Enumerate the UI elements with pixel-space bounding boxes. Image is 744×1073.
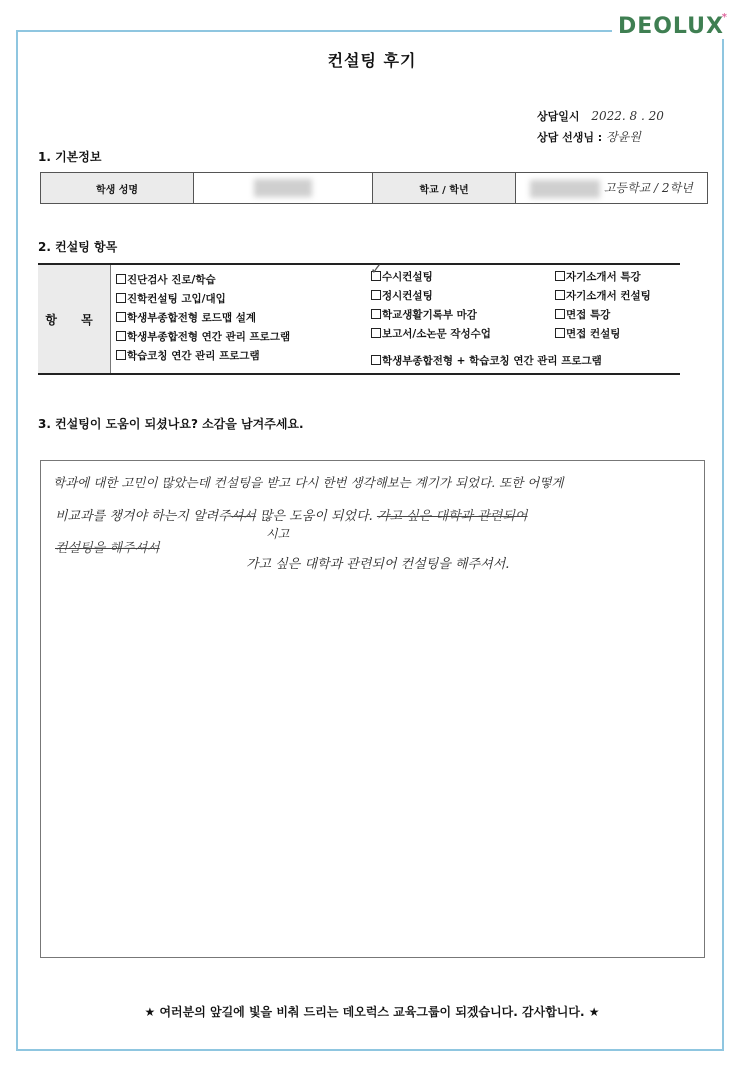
consulting-items-table [38, 260, 680, 375]
checkbox[interactable] [371, 309, 381, 319]
redacted-school [530, 180, 600, 198]
logo-star-icon: * [721, 12, 728, 23]
basic-info-table [40, 172, 708, 204]
item-roadmap[interactable]: 학생부종합전형 로드맵 설계 [116, 310, 256, 325]
struck-text: 셔서 [230, 509, 256, 524]
item-record-finish[interactable]: 학교생활기록부 마감 [371, 307, 477, 322]
review-line-1: 학과에 대한 고민이 많았는데 컨설팅을 받고 다시 한번 생각해보는 계기가 되었다. 또한 어떻게 [53, 475, 564, 490]
school-grade-text: 고등학교 / 2학년 [603, 180, 693, 195]
checkbox[interactable] [116, 331, 126, 341]
checkbox[interactable] [116, 293, 126, 303]
item-rolling-admission[interactable]: ✓ 수시컨설팅 [370, 260, 433, 283]
consult-teacher [537, 128, 641, 145]
checkbox[interactable] [555, 271, 565, 281]
struck-text: 가고 싶은 대학과 관련되어 [376, 509, 528, 524]
checkbox[interactable] [555, 309, 565, 319]
checkbox[interactable] [116, 350, 126, 360]
review-line-2 [55, 505, 527, 524]
item-regular-admission[interactable]: 정시컨설팅 [371, 288, 433, 303]
review-line-3: 컨설팅을 해주셔서 [55, 541, 160, 556]
date-label: 상담일시 [537, 110, 580, 123]
item-diagnosis[interactable]: 진단검사 진로/학습 [116, 272, 216, 287]
logo-text: DEOLUX [617, 14, 724, 39]
student-name-label: 학생 성명 [41, 173, 194, 204]
consult-date [537, 108, 664, 124]
section3-heading: 3. 컨설팅이 도움이 되셨나요? 소감을 남겨주세요. [38, 417, 304, 431]
deolux-logo [612, 14, 730, 39]
date-value: 2022. 8 . 20 [591, 109, 664, 123]
school-label: 학교 / 학년 [373, 173, 516, 204]
item-essay-lecture[interactable]: 자기소개서 특강 [555, 269, 641, 284]
item-combined-program[interactable]: 학생부종합전형 + 학습코칭 연간 관리 프로그램 [371, 353, 602, 368]
review-text: 많은 도움이 되었다. [259, 509, 373, 524]
checkbox[interactable] [371, 328, 381, 338]
page-title: 컨설팅 후기 [327, 51, 417, 70]
review-line-4: 가고 싶은 대학과 관련되어 컨설팅을 해주셔서. [246, 557, 510, 572]
checkbox[interactable] [555, 290, 565, 300]
item-admission[interactable]: 진학컨설팅 고입/대입 [116, 291, 226, 306]
item-interview-consulting[interactable]: 면접 컨설팅 [555, 326, 620, 341]
section2-heading: 2. 컨설팅 항목 [38, 240, 118, 254]
redacted-name [254, 179, 312, 197]
footer-message: ★ 여러분의 앞길에 빛을 비춰 드리는 데오럭스 교육그룹이 되겠습니다. 감사합니다. ★ [144, 1005, 600, 1019]
items-row-header: 항 목 [38, 265, 111, 373]
teacher-label: 상담 선생님 : [537, 131, 603, 144]
item-annual-coaching[interactable]: 학습코칭 연간 관리 프로그램 [116, 348, 260, 363]
item-report-class[interactable]: 보고서/소논문 작성수업 [371, 326, 491, 341]
teacher-value: 장윤원 [606, 130, 641, 144]
check-mark-icon: ✓ [370, 260, 383, 278]
checkbox[interactable] [116, 312, 126, 322]
checkbox[interactable] [116, 274, 126, 284]
section1-heading: 1. 기본정보 [38, 150, 102, 164]
review-text: 비교과를 챙겨야 하는지 알려주 [55, 509, 231, 524]
item-interview-lecture[interactable]: 면접 특강 [555, 307, 610, 322]
item-essay-consulting[interactable]: 자기소개서 컨설팅 [555, 288, 651, 303]
checkbox-checked[interactable] [370, 260, 383, 281]
review-box[interactable] [40, 460, 705, 958]
checkbox[interactable] [371, 355, 381, 365]
item-annual-record[interactable]: 학생부종합전형 연간 관리 프로그램 [116, 329, 290, 344]
checkbox[interactable] [371, 290, 381, 300]
checkbox[interactable] [555, 328, 565, 338]
school-value [516, 173, 708, 204]
student-name-value [194, 173, 373, 204]
inserted-word: 시고 [266, 527, 290, 541]
